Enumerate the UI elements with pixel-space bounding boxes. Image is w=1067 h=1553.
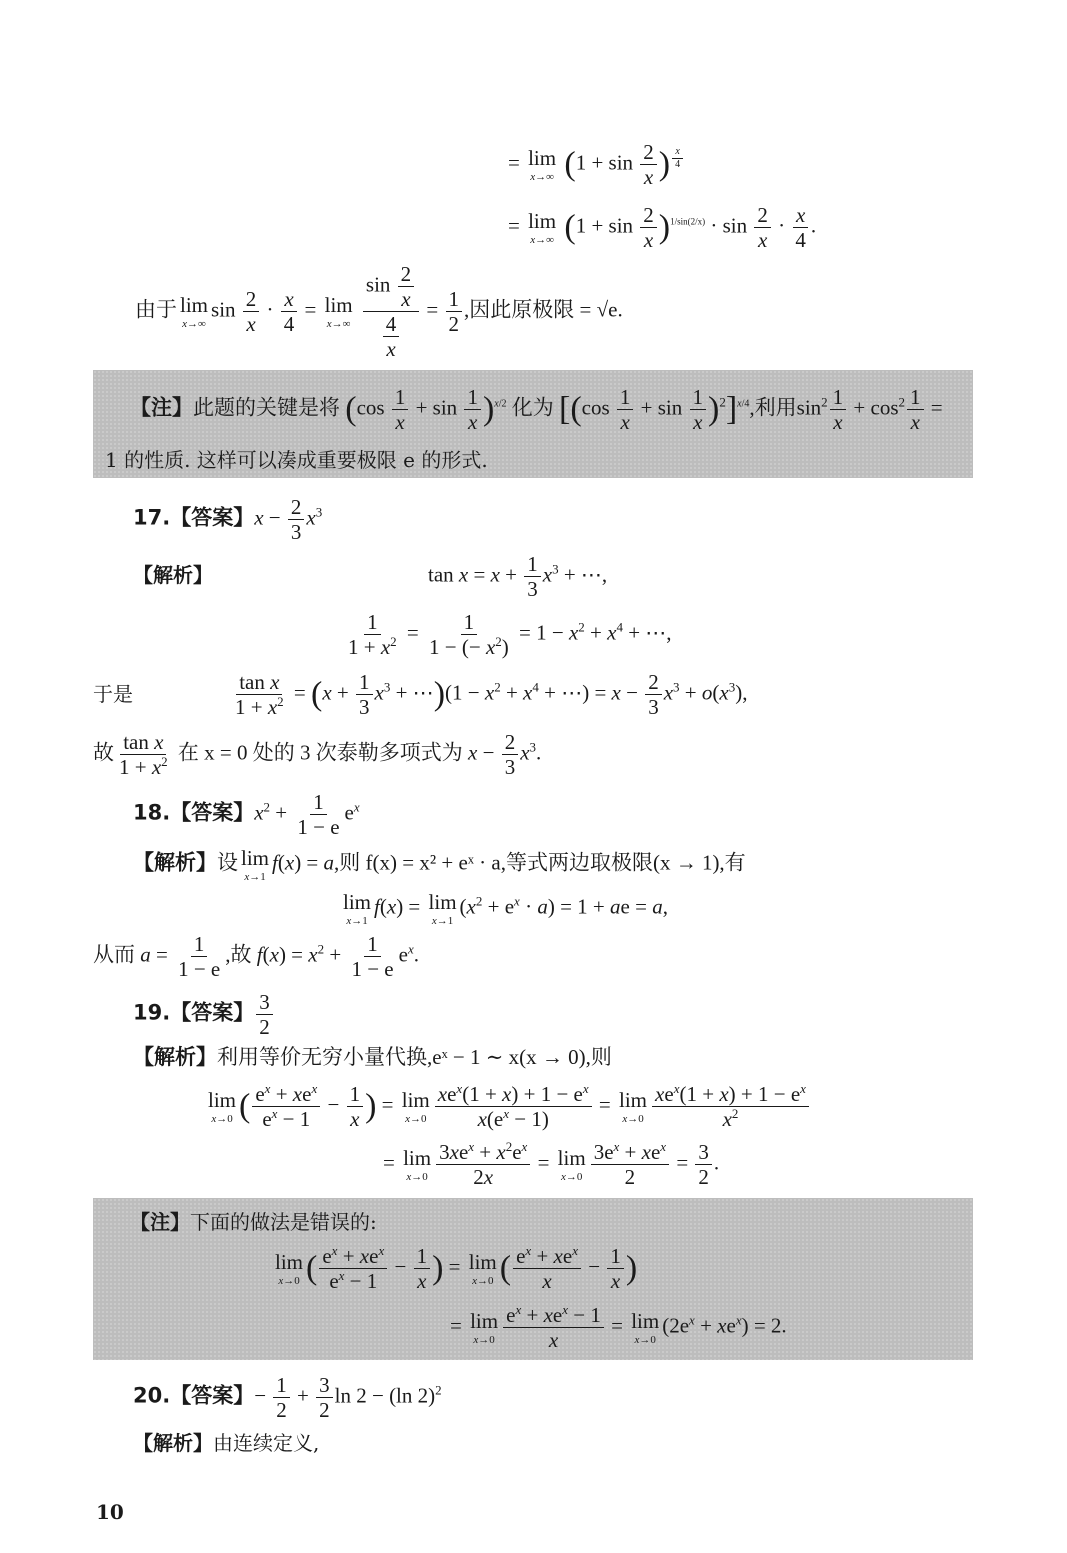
q17-eq-1: tan x = x + $\frac{1}{3}$ $x^3$ + ⋯,	[428, 552, 608, 602]
q17-conclusion: 故 $\frac{\text{tan x}}{1 + x^2}$ 在 x = 0 处的 3 次泰勒多项式为 x − $\frac{2}{3}$ $x^3$.	[93, 730, 542, 780]
q19-jiexi: 【解析】利用等价无穷小量代换,eˣ − 1 ∼ x(x → 0),则	[133, 1045, 612, 1069]
q18-jiexi: 【解析】设 lim x→1 f(x) = a,则 f(x) = x² + eˣ · a,等式两边取极限(x → 1),有	[133, 846, 746, 884]
q18-answer: 18.【答案】$x^2$ + $\frac{1}{1 - e}$ $e^x$	[133, 790, 360, 840]
eq-line-3: 由于 lim x→∞ sin $\frac{2}{x}$ · $\frac{x}{4}$ = lim x→∞ sin $\frac{2}{x}$ $\frac{4}{x}$ = $\frac{1}{2}$ ,因此原极限 = √e.	[135, 262, 623, 362]
page-number: 10	[96, 1500, 124, 1524]
q19-eq-1: lim x→0 ( $\frac{e^x + xe^x}{e^x - 1}$ − $\frac{1}{x}$ ) = lim x→0 $\frac{xe^x(1 + x) + 1 - e^x}{x(e^x - 1)}$ = lim x→0 $\frac{xe^x(1 + x) + 1 - e^x}{x^2}$	[205, 1082, 811, 1131]
note2-eq-2: = lim x→0 $\frac{e^x + xe^x - 1}{x}$ = lim x→0 $(2e^x + xe^x) = 2$.	[450, 1302, 787, 1353]
q20-jiexi: 【解析】由连续定义,	[133, 1431, 320, 1455]
q17-jiexi-label: 【解析】	[133, 563, 213, 587]
q18-eq: lim x→1 f(x) = lim x→1 $(x^2 + e^x \cdot a) = 1$ + ae = a,	[343, 890, 668, 928]
note1-line-1: 【注】此题的关键是将 (cos $\frac{1}{x}$ + sin $\frac{1}{x}$ )$^{x/2}$ 化为 [(cos $\frac{1}{x}$ + sin $\frac{1}{x}$ )$^2$]$^{x/4}$,利用$\sin^2$ $\frac{1}{x}$ + $\cos^2$ $\frac{1}{x}$ =	[130, 385, 943, 435]
note2-heading: 【注】下面的做法是错误的:	[130, 1210, 377, 1234]
q20-answer: 20.【答案】− $\frac{1}{2}$ + $\frac{3}{2}$ ln 2 − (ln 2)$^2$	[133, 1373, 442, 1423]
eq-line-1: = lim x→∞ (1 + sin $\frac{2}{x}$ ) $^{\frac{x}{4}}$	[508, 140, 685, 189]
note1-line-2: 1 的性质. 这样可以凑成重要极限 e 的形式.	[105, 448, 488, 472]
eq-line-2: = lim x→∞ (1 + sin $\frac{2}{x}$ )$^{1/sin(2/x)}$ · sin $\frac{2}{x}$ · $\frac{x}{4}$ .	[508, 203, 817, 253]
q19-answer: 19.【答案】 $\frac{3}{2}$	[133, 990, 275, 1039]
q17-yushi: 于是	[93, 682, 133, 706]
q17-eq-3: $\frac{\text{tan x}}{1 + x^2}$ = (x + $\frac{1}{3}$ $x^3$ + ⋯)(1 − $x^2 + x^4$ + ⋯) = x − $\frac{2}{3}$ $x^3 + o(x^3)$,	[235, 670, 748, 720]
q17-eq-2: $\frac{1}{1 + x^2}$ = $\frac{1}{1 - (- x^2)}$ = $1 - x^2 + x^4$ + ⋯,	[348, 610, 672, 660]
note2-eq-1: lim x→0 ( $\frac{e^x + xe^x}{e^x - 1}$ − $\frac{1}{x}$ ) = lim x→0 ( $\frac{e^x + xe^x}{x}$ − $\frac{1}{x}$ )	[275, 1243, 638, 1294]
q19-eq-2: = lim x→0 $\frac{3xe^x + x^2e^x}{2x}$ = lim x→0 $\frac{3e^x + xe^x}{2}$ = $\frac{3}{2}$ .	[383, 1139, 720, 1190]
q18-conclusion: 从而 a = $\frac{1}{1 - e}$ ,故 $f(x) = x^2$ + $\frac{1}{1 - e}$ $e^x$.	[93, 932, 419, 982]
q17-answer: 17.【答案】x − $\frac{2}{3}$ $x^3$	[133, 495, 323, 545]
